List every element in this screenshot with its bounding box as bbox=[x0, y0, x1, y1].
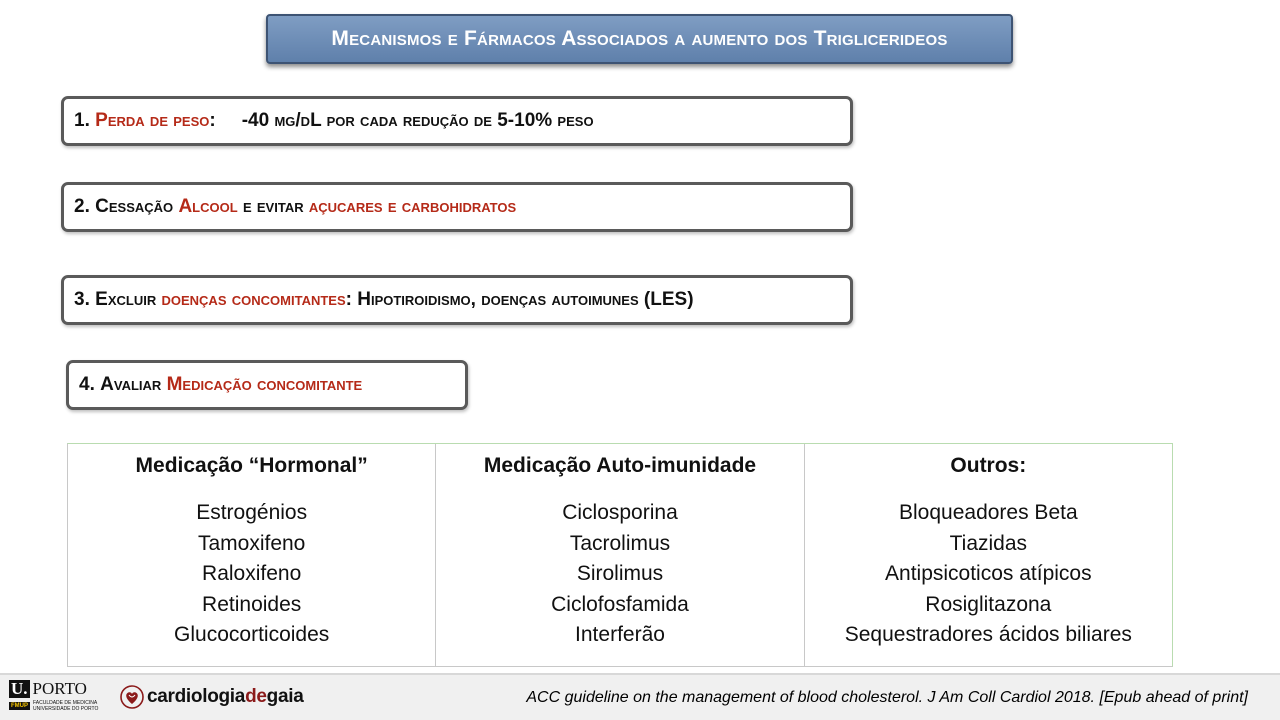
point-4-highlight: Medicação concomitante bbox=[166, 374, 363, 395]
list-item: Retinoides bbox=[202, 592, 302, 616]
list-item: Sirolimus bbox=[576, 562, 664, 585]
uporto-logo bbox=[9, 680, 105, 718]
list-item: Bloqueadores Beta bbox=[899, 501, 1078, 524]
point-2-mid: e evitar bbox=[242, 196, 304, 217]
list-item: Tacrolimus bbox=[569, 531, 671, 555]
point-1-number: 1. bbox=[74, 110, 90, 131]
medication-list bbox=[805, 498, 1172, 651]
point-3-pre: Excluir bbox=[95, 289, 157, 310]
uporto-name: PORTO bbox=[32, 679, 87, 698]
gaia-part-1: cardiologia bbox=[147, 686, 246, 707]
medication-list bbox=[436, 498, 803, 651]
point-4-pre: Avaliar bbox=[100, 374, 162, 395]
column-header: Medicação Auto-imunidade bbox=[483, 454, 757, 477]
medication-table bbox=[67, 443, 1173, 667]
list-item: Tiazidas bbox=[949, 531, 1028, 555]
list-item: Rosiglitazona bbox=[925, 592, 1052, 616]
list-item: Sequestradores ácidos biliares bbox=[844, 623, 1132, 646]
point-4-number: 4. bbox=[79, 374, 95, 395]
slide-title: Mecanismos e Fármacos Associados a aumento dos Triglicerideos bbox=[266, 14, 1013, 64]
list-item: Estrogénios bbox=[196, 501, 308, 524]
point-4 bbox=[66, 360, 468, 410]
gaia-part-2: de bbox=[245, 686, 267, 707]
footer bbox=[0, 673, 1280, 720]
point-3 bbox=[61, 275, 853, 325]
uporto-u: U. bbox=[11, 679, 28, 698]
list-item: Ciclosporina bbox=[562, 501, 678, 524]
column-header: Outros: bbox=[950, 454, 1027, 477]
column-auto-imunidade bbox=[436, 444, 804, 666]
column-outros bbox=[805, 444, 1172, 666]
point-1-detail: -40 mg/dL por cada redução de 5-10% peso bbox=[241, 110, 594, 131]
list-item: Ciclofosfamida bbox=[551, 592, 689, 616]
column-header: Medicação “Hormonal” bbox=[135, 454, 368, 477]
fmup-line-2: UNIVERSIDADE DO PORTO bbox=[33, 706, 99, 712]
list-item: Antipsicoticos atípicos bbox=[885, 562, 1092, 585]
point-3-number: 3. bbox=[74, 289, 90, 310]
fmup-badge: FMUP bbox=[11, 703, 28, 709]
point-2-highlight-alcool: Alcool bbox=[178, 196, 238, 217]
heart-logo-icon bbox=[120, 685, 144, 709]
column-hormonal bbox=[68, 444, 436, 666]
fmup-line-1: FACULDADE DE MEDICINA bbox=[33, 700, 98, 706]
list-item: Raloxifeno bbox=[202, 562, 302, 585]
point-1 bbox=[61, 96, 853, 146]
point-2-number: 2. bbox=[74, 196, 90, 217]
list-item: Glucocorticoides bbox=[174, 623, 330, 646]
point-3-highlight: doenças concomitantes bbox=[161, 289, 346, 310]
gaia-part-3: gaia bbox=[266, 686, 304, 707]
point-2 bbox=[61, 182, 853, 232]
point-2-highlight-acucares: açucares e carbohidratos bbox=[308, 196, 517, 217]
point-1-colon: : bbox=[209, 110, 216, 131]
citation: ACC guideline on the management of blood cholesterol. J Am Coll Cardiol 2018. [Epub ahead of print] bbox=[526, 689, 1248, 706]
list-item: Tamoxifeno bbox=[197, 531, 306, 555]
list-item: Interferão bbox=[575, 623, 665, 646]
point-1-highlight: Perda de peso bbox=[95, 110, 210, 131]
point-2-pre: Cessação bbox=[95, 196, 174, 217]
point-3-detail: : Hipotiroidismo, doenças autoimunes (LES) bbox=[345, 289, 694, 310]
medication-list bbox=[68, 498, 435, 651]
cardiologia-gaia-logo bbox=[120, 685, 303, 709]
